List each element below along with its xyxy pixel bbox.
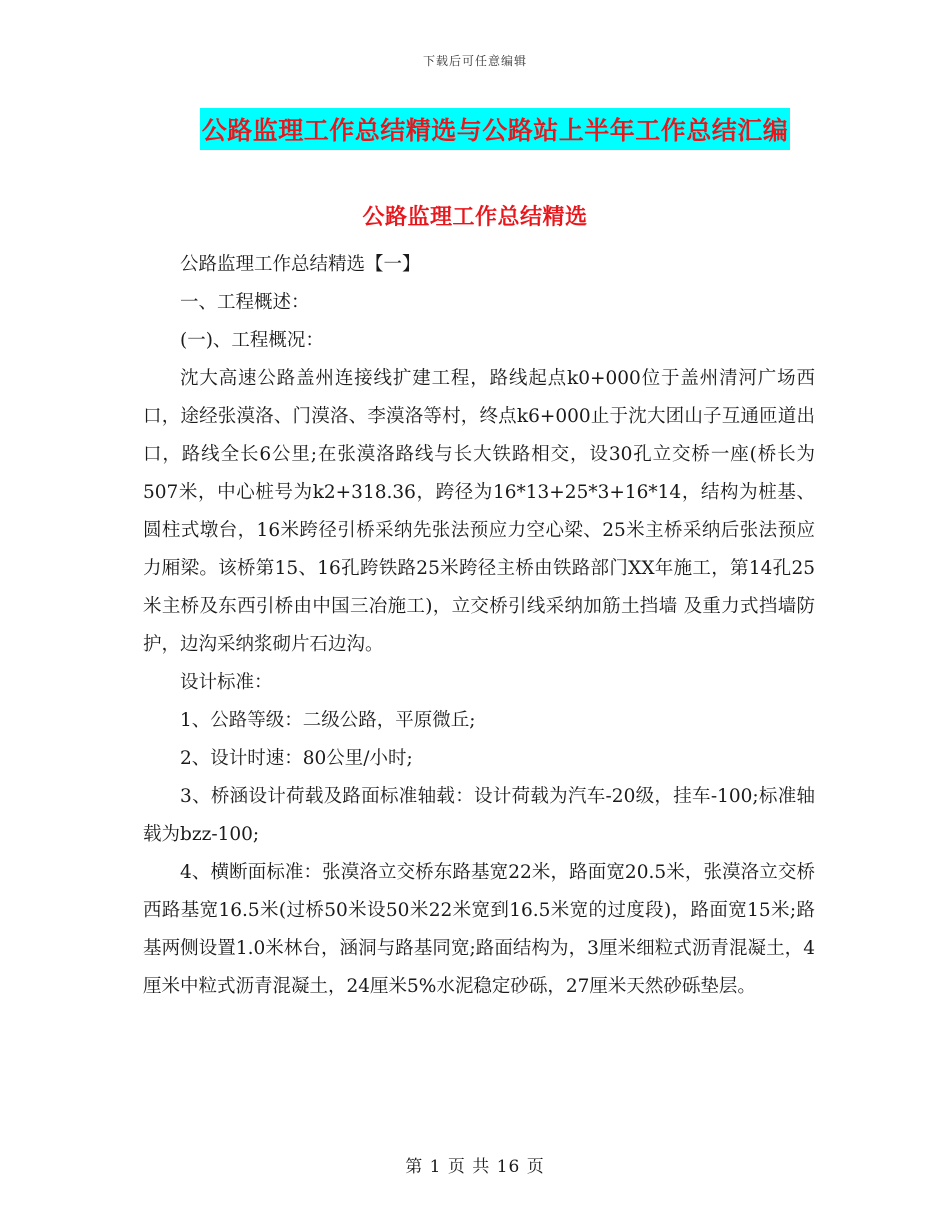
paragraph: 沈大高速公路盖州连接线扩建工程，路线起点k0+000位于盖州清河广场西口，途经张漠洛、门漠洛、李漠洛等村，终点k6+000止于沈大团山子互通匝道出口，路线全长6公里;在张漠洛路线与长大铁路相交，设30孔立交桥一座(桥长为507米，中心桩号为k2+318.36，跨径为16*13+25*3+16*14，结构为桩基、圆柱式墩台，16米跨径引桥采纳先张法预应力空心梁、25米主桥采纳后张法预应力厢梁。该桥第15、16孔跨铁路25米跨径主桥由铁路部门XX年施工，第14孔25米主桥及东西引桥由中国三冶施工)，立交桥引线采纳加筋土挡墙 及重力式挡墙防护，边沟采纳浆砌片石边沟。 bbox=[143, 368, 815, 655]
document-title-container bbox=[0, 108, 950, 150]
page-header: 下载后可任意编辑 bbox=[422, 54, 527, 68]
paragraph: 3、桥涵设计荷载及路面标准轴载：设计荷载为汽车-20级，挂车-100;标准轴载为bzz-100; bbox=[143, 786, 815, 845]
section-title: 公路监理工作总结精选 bbox=[362, 205, 588, 230]
document-body bbox=[143, 246, 815, 1006]
paragraph: 公路监理工作总结精选【一】 bbox=[180, 254, 421, 275]
paragraph: (一)、工程概况： bbox=[180, 330, 324, 351]
paragraph: 设计标准： bbox=[180, 672, 273, 693]
document-title: 公路监理工作总结精选与公路站上半年工作总结汇编 bbox=[200, 108, 791, 150]
paragraph: 一、工程概述： bbox=[180, 292, 310, 313]
paragraph: 1、公路等级：二级公路，平原微丘; bbox=[180, 710, 476, 731]
paragraph: 4、横断面标准：张漠洛立交桥东路基宽22米，路面宽20.5米，张漠洛立交桥西路基宽16.5米(过桥50米设50米22米宽到16.5米宽的过度段)，路面宽15米;路基两侧设置1.0米林台，涵洞与路基同宽;路面结构为，3厘米细粒式沥青混凝土，4厘米中粒式沥青混凝土，24厘米5%水泥稳定砂砾，27厘米天然砂砾垫层。 bbox=[143, 862, 815, 997]
paragraph: 2、设计时速：80公里/小时; bbox=[180, 748, 413, 769]
page-number-footer: 第 1 页 共 16 页 bbox=[405, 1157, 545, 1177]
